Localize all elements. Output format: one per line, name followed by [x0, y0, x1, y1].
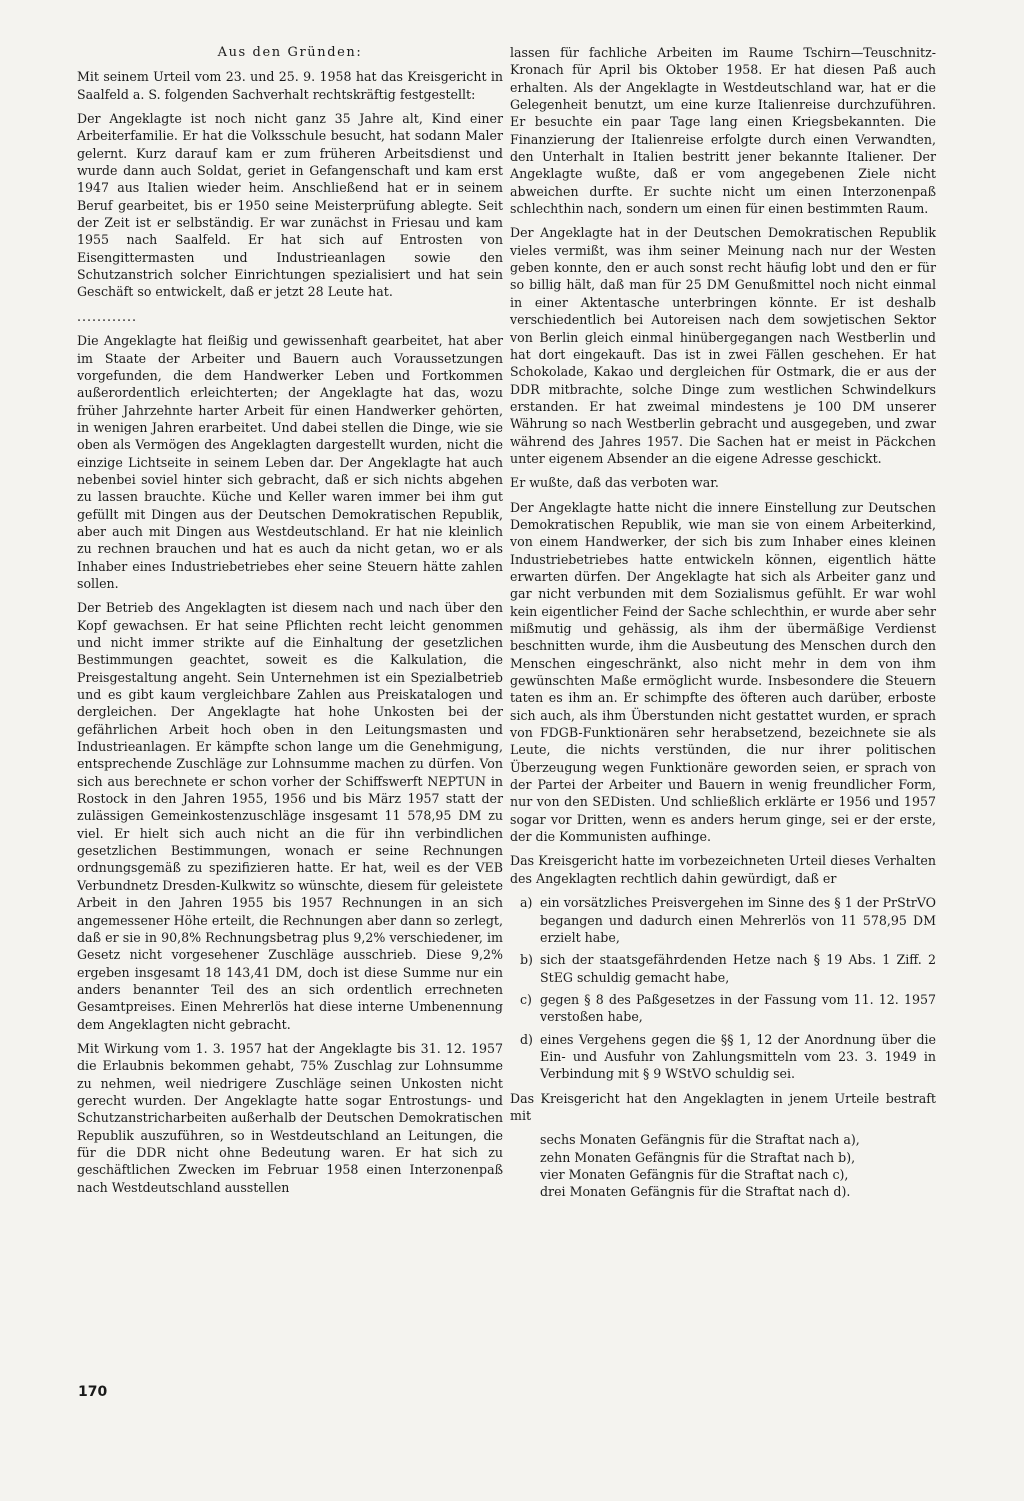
sentence-line: sechs Monaten Gefängnis für die Straftat nach a),	[540, 1132, 860, 1148]
paragraph: Der Angeklagte hat in der Deutschen Demokratischen Republik vieles vermißt, was ihm seiner Meinung nach nur der Westen geben konnte, den er auch sonst recht häufig lobt und den er für so billig hält, daß man für 25 DM Genußmittel noch nicht einmal in einer Aktentasche unterbringen könnte. Er ist deshalb verschiedentlich bei Autoreisen nach dem sowjetischen Sektor von Berlin gleich einmal hinübergegangen nach Westberlin und hat dort eingekauft. Das ist in zwei Fällen geschehen. Er hat Schokolade, Kakao und dergleichen für Ostmark, die er aus der DDR mitbrachte, solche Dinge zum westlichen Schwindelkurs erstanden. Er hat zweimal mindestens je 100 DM unserer Währung so nach Westberlin gebracht und ausgegeben, und zwar während des Jahres 1957. Die Sachen hat er meist in Päckchen unter eigenem Absender an die eigene Adresse geschickt.	[510, 225, 936, 466]
right-column	[510, 44, 936, 1201]
sentence-list	[540, 1131, 936, 1200]
left-column	[77, 44, 503, 1203]
sentence-line: drei Monaten Gefängnis für die Straftat nach d).	[540, 1184, 851, 1200]
paragraph: Mit Wirkung vom 1. 3. 1957 hat der Angeklagte bis 31. 12. 1957 die Erlaubnis bekommen gehabt, 75% Zuschlag zur Lohnsumme zu nehmen, weil niedrigere Zuschläge seinen Unkosten nicht gerecht wurden. Der Angeklagte hatte sogar Entrostungs- und Schutzanstricharbeiten außerhalb der Deutschen Demokratischen Republik auszuführen, so in Westdeutschland an Leitungen, die für die DDR nicht ohne Bedeutung waren. Er hat sich zu geschäftlichen Zwecken im Februar 1958 einen Interzonenpaß nach Westdeutschland ausstellen	[77, 1040, 503, 1195]
list-item-text: gegen § 8 des Paßgesetzes in der Fassung vom 11. 12. 1957 verstoßen habe,	[540, 991, 936, 1025]
page-number: 170	[78, 1384, 108, 1400]
paragraph: Der Angeklagte ist noch nicht ganz 35 Jahre alt, Kind einer Arbeiterfamilie. Er hat die Volksschule besucht, hat sodann Maler gelernt. Kurz darauf kam er zum früheren Arbeitsdienst und wurde dann auch Soldat, geriet in Gefangenschaft und kam erst 1947 aus Italien wieder heim. Anschließend hat er in seinem Beruf gearbeitet, bis er 1950 seine Meisterprüfung ablegte. Seit der Zeit ist er selbständig. Er war zunächst in Friesau und kam 1955 nach Saalfeld. Er hat sich auf Entrosten von Eisengittermasten und Industrieanlagen sowie den Schutzanstrich solcher Einrichtungen spezialisiert und hat sein Geschäft so entwickelt, daß er jetzt 28 Leute hat.	[77, 111, 503, 300]
list-marker: a)	[520, 895, 533, 911]
sentence-line: zehn Monaten Gefängnis für die Straftat nach b),	[540, 1149, 856, 1165]
list-marker: c)	[520, 991, 532, 1007]
sentence-line: vier Monaten Gefängnis für die Straftat nach c),	[540, 1166, 849, 1182]
list-item-text: eines Vergehens gegen die §§ 1, 12 der Anordnung über die Ein- und Ausfuhr von Zahlungsmitteln vom 23. 3. 1949 in Verbindung mit § 9 WStVO schuldig sei.	[540, 1031, 936, 1082]
charges-list	[510, 894, 936, 1082]
list-item	[510, 894, 936, 946]
list-marker: b)	[520, 952, 533, 968]
intro-paragraph: Mit seinem Urteil vom 23. und 25. 9. 1958 hat das Kreisgericht in Saalfeld a. S. folgenden Sachverhalt rechtskräftig festgestellt:	[77, 69, 503, 102]
paragraph: lassen für fachliche Arbeiten im Raume Tschirn—Teuschnitz-Kronach für April bis Oktober 1958. Er hat diesen Paß auch erhalten. Als der Angeklagte in Westdeutschland war, hat er die Gelegenheit benutzt, um eine kurze Italienreise durchzuführen. Er besuchte ein paar Tage lang einen Kriegsbekannten. Die Finanzierung der Italienreise erfolgte durch einen Verwandten, den Unterhalt in Italien bestritt jener bekannte Italiener. Der Angeklagte wußte, daß er vom angegebenen Ziele nicht abweichen durfte. Er suchte nicht um einen Interzonenpaß schlechthin nach, sondern um einen für einen bestimmten Raum.	[510, 45, 936, 217]
list-item-text: ein vorsätzliches Preisvergehen im Sinne des § 1 der PrStrVO begangen und dadurch einen Mehrerlös von 11 578,95 DM erzielt habe,	[540, 895, 936, 945]
list-item-text: sich der staatsgefährdenden Hetze nach § 19 Abs. 1 Ziff. 2 StEG schuldig gemacht habe,	[540, 952, 936, 985]
list-marker: d)	[520, 1031, 533, 1047]
paragraph: Der Angeklagte hatte nicht die innere Einstellung zur Deutschen Demokratischen Republik, wie man sie von einem Arbeiterkind, von einem Handwerker, der sich bis zum Inhaber eines kleinen Industriebetriebes hatte entwickeln können, eigentlich hätte erwarten dürfen. Der Angeklagte hat sich als Arbeiter ganz und gar nicht verbunden mit dem Sozialismus gefühlt. Er war wohl kein eigentlicher Feind der Sache schlechthin, er wurde aber sehr mißmutig und gehässig, als ihm der übermäßige Verdienst beschnitten wurde, ihm die Ausbeutung des Menschen durch den Menschen eingeschränkt, also nicht mehr in dem von ihm gewünschten Maße ermöglicht wurde. Insbesondere die Steuern taten es ihm an. Er schimpfte des öfteren auch darüber, erboste sich auch, als ihm Überstunden nicht gestattet wurden, er sprach von FDGB-Funktionären sehr herabsetzend, bezeichnete sie als Leute, die nichts verstünden, die nur ihrer politischen Überzeugung wegen Funktionäre geworden seien, er sprach von der Partei der Arbeiter und Bauern in wenig freundlicher Form, nur von den SEDisten. Und schließlich erklärte er 1956 und 1957 sogar vor Dritten, wenn es anders herum ginge, sei er der erste, der die Kommunisten aufhinge.	[510, 499, 936, 845]
paragraph: Er wußte, daß das verboten war.	[510, 475, 719, 491]
list-item	[510, 1031, 936, 1083]
paragraph: Das Kreisgericht hat den Angeklagten in jenem Urteile bestraft mit	[510, 1090, 936, 1123]
paragraph: Das Kreisgericht hatte im vorbezeichneten Urteil dieses Verhalten des Angeklagten rechtlich dahin gewürdigt, daß er	[510, 853, 936, 886]
ellipsis-separator: ............	[77, 308, 138, 324]
section-heading: Aus den Gründen:	[217, 45, 363, 60]
paragraph: Die Angeklagte hat fleißig und gewissenhaft gearbeitet, hat aber im Staate der Arbeiter und Bauern auch Voraussetzungen vorgefunden, die dem Handwerker Leben und Fortkommen außerordentlich erleichterten; der Angeklagte hat das, wozu früher Jahrzehnte harter Arbeit für einen Handwerker gehörten, in wenigen Jahren erarbeitet. Und dabei stellen die Dinge, wie sie oben als Vermögen des Angeklagten dargestellt wurden, nicht die einzige Lichtseite in seinem Leben dar. Der Angeklagte hat auch nebenbei soviel hinter sich gebracht, daß er sich nichts abgehen zu lassen brauchte. Küche und Keller waren immer bei ihm gut gefüllt mit Dingen aus der Deutschen Demokratischen Republik, aber auch mit Dingen aus Westdeutschland. Er hat nie kleinlich zu rechnen brauchen und hat es auch da nicht getan, wo er als Inhaber eines Industriebetriebes eher seine Steuern hätte zahlen sollen.	[77, 333, 503, 591]
list-item	[510, 991, 936, 1026]
list-item	[510, 951, 936, 986]
paragraph: Der Betrieb des Angeklagten ist diesem nach und nach über den Kopf gewachsen. Er hat seine Pflichten recht leicht genommen und nicht immer strikte auf die Einhaltung der gesetzlichen Bestimmungen geachtet, soweit es die Kalkulation, die Preisgestaltung angeht. Sein Unternehmen ist ein Spezialbetrieb und es gibt kaum vergleichbare Zahlen aus Preiskatalogen und dergleichen. Der Angeklagte hat hohe Unkosten bei der gefährlichen Arbeit hoch oben in den Leitungsmasten und Industrieanlagen. Er kämpfte schon lange um die Genehmigung, entsprechende Zuschläge zur Lohnsumme machen zu dürfen. Von sich aus berechnete er schon vorher der Schiffswerft NEPTUN in Rostock in den Jahren 1955, 1956 und bis März 1957 statt der zulässigen Gemeinkostenzuschläge insgesamt 11 578,95 DM zu viel. Er hielt sich auch nicht an die für ihn verbindlichen gesetzlichen Bestimmungen, wonach er seine Rechnungen ordnungsgemäß zu spezifizieren hatte. Er hat, weil es der VEB Verbundnetz Dresden-Kulkwitz so wünschte, diesem für geleistete Arbeit in den Jahren 1955 bis 1957 Rechnungen in an sich angemessener Höhe erteilt, die Rechnungen aber dann so zerlegt, daß er sie in 90,8% Rechnungsbetrag plus 9,2% verschiedener, im Gesetz nicht vorgesehener Zuschläge ausschrieb. Diese 9,2% ergeben insgesamt 18 143,41 DM, doch ist diese Summe nur ein anders benannter Teil des an sich ordentlich errechneten Gesamtpreises. Einen Mehrerlös hat diese interne Umbenennung dem Angeklagten nicht gebracht.	[77, 600, 503, 1032]
